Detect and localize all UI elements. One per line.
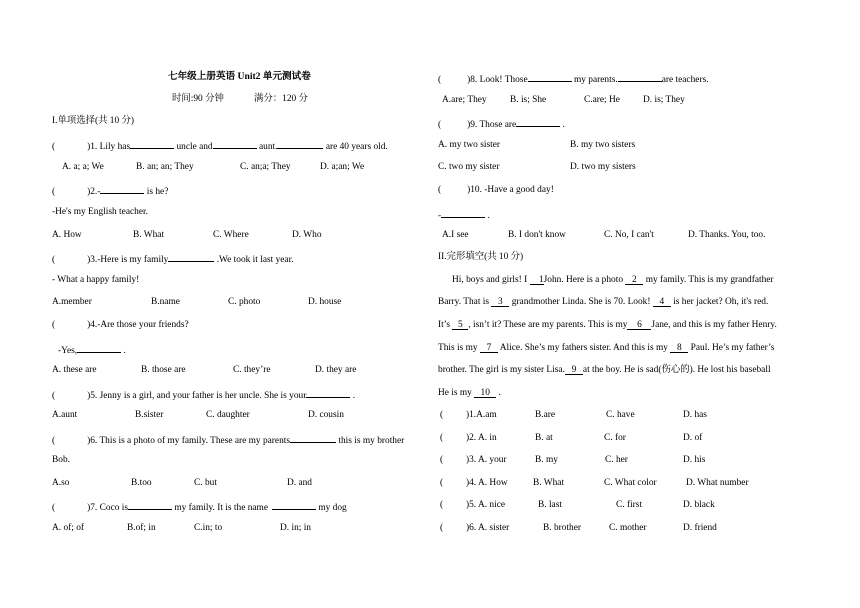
question-text: this is my brother — [338, 436, 405, 446]
answer-prefix: -Yes, — [58, 346, 78, 356]
option-d[interactable]: D. friend — [683, 523, 717, 533]
option-d[interactable]: D. What number — [686, 478, 749, 488]
option-c[interactable]: C. What color — [604, 478, 657, 488]
passage-text: Paul. He’s my father’s — [690, 343, 775, 353]
answer-blank[interactable] — [277, 138, 323, 149]
option-b[interactable]: B. What — [533, 478, 565, 488]
option-c[interactable]: C. first — [616, 500, 643, 510]
question-text: )9. Those are — [467, 120, 517, 130]
answer-blank[interactable] — [528, 71, 572, 82]
passage-text: Barry. That is — [438, 297, 490, 307]
cloze-blank-7[interactable]: 7 — [480, 342, 498, 353]
paren-open: ( — [52, 391, 56, 401]
answer-prefix: - — [438, 211, 442, 221]
option-a[interactable]: )4. A. How — [466, 478, 508, 488]
paren-open: ( — [52, 320, 56, 330]
question-2 — [52, 183, 168, 198]
option-c[interactable]: C. but — [194, 478, 217, 488]
question-text: . — [562, 120, 565, 130]
answer-blank[interactable] — [168, 251, 214, 262]
option-c[interactable]: C.are; He — [584, 95, 620, 105]
question-text: my parents. — [573, 75, 618, 85]
passage-line-4 — [438, 342, 774, 354]
exam-score: 满分：120 分 — [254, 94, 308, 104]
passage-text: brother. The girl is my sister Lisa. — [438, 365, 565, 375]
paren-open: ( — [52, 142, 56, 152]
option-a[interactable]: )3. A. your — [466, 455, 507, 465]
passage-text: Alice. She’s my fathers sister. And this is my — [499, 343, 668, 353]
option-b[interactable]: B. those are — [141, 365, 186, 375]
option-a[interactable]: A.aunt — [52, 410, 78, 420]
question-text: . — [352, 391, 356, 401]
question-3-line2: - What a happy family! — [52, 275, 140, 285]
option-b[interactable]: B. an; an; They — [136, 162, 194, 172]
paren-open: ( — [440, 478, 444, 488]
option-b[interactable]: B. What — [133, 230, 165, 240]
option-b[interactable]: B.are — [535, 410, 556, 420]
option-d[interactable]: D. is; They — [643, 95, 685, 105]
option-a[interactable]: A. my two sister — [438, 140, 500, 150]
option-c[interactable]: C. her — [605, 455, 628, 465]
option-c[interactable]: C. they’re — [233, 365, 271, 375]
question-text: )3.-Here is my family — [87, 255, 169, 265]
cloze-blank-1[interactable]: 1 — [530, 274, 544, 285]
option-b[interactable]: B. at — [535, 433, 553, 443]
exam-time: 时间:90 分钟 — [172, 94, 224, 104]
question-7 — [52, 499, 347, 514]
question-6-line2: Bob. — [52, 455, 70, 465]
option-a[interactable]: A. of; of — [52, 523, 85, 533]
option-a[interactable]: A.are; They — [442, 95, 487, 105]
option-d[interactable]: D. and — [287, 478, 312, 488]
passage-text: . — [498, 388, 501, 398]
option-a[interactable]: A.I see — [442, 230, 469, 240]
question-text: aunt. — [258, 142, 278, 152]
option-a[interactable]: )5. A. nice — [466, 500, 506, 510]
paren-open: ( — [438, 75, 442, 85]
answer-blank[interactable] — [306, 387, 350, 398]
answer-blank[interactable] — [618, 71, 662, 82]
option-a[interactable]: A.so — [52, 478, 70, 488]
option-c[interactable]: C. two my sister — [438, 162, 500, 172]
paren-open: ( — [440, 410, 444, 420]
passage-line-5 — [438, 364, 771, 376]
option-d[interactable]: D. two my sisters — [570, 162, 636, 172]
question-8 — [438, 71, 709, 86]
passage-text: He is my — [438, 388, 472, 398]
question-9 — [438, 116, 565, 131]
option-b[interactable]: B. my — [535, 455, 558, 465]
question-text: my family. It is the name — [174, 503, 268, 513]
option-a[interactable]: A. these are — [52, 365, 97, 375]
question-5 — [52, 387, 355, 402]
option-b[interactable]: B. last — [538, 500, 562, 510]
option-b[interactable]: B.name — [151, 297, 180, 307]
passage-text: at the boy. He is sad(伤心的). He lost his baseball — [582, 365, 771, 375]
option-d[interactable]: D. house — [308, 297, 342, 307]
cloze-blank-6[interactable]: 6 — [627, 319, 651, 330]
question-text: )5. Jenny is a girl, and your father is her uncle. She is your — [87, 391, 307, 401]
answer-blank[interactable] — [77, 342, 121, 353]
answer-blank[interactable] — [128, 499, 172, 510]
question-text: )1. Lily has — [87, 142, 131, 152]
question-text: are 40 years old. — [325, 142, 388, 152]
paren-open: ( — [438, 120, 442, 130]
answer-blank[interactable] — [290, 432, 336, 443]
question-text: )6. This is a photo of my family. These are my parents — [87, 436, 291, 446]
question-4 — [52, 319, 189, 331]
question-10 — [438, 184, 554, 196]
passage-text: is her jacket? Oh, it's red. — [673, 297, 769, 307]
option-b[interactable]: B.too — [131, 478, 152, 488]
question-6 — [52, 432, 404, 447]
question-text: )2.- — [87, 187, 101, 197]
paren-open: ( — [440, 500, 444, 510]
option-b[interactable]: B.sister — [135, 410, 164, 420]
question-text: is he? — [146, 187, 169, 197]
passage-text: my family. This is my grandfather — [645, 275, 774, 285]
question-4-line2 — [58, 342, 126, 357]
option-a[interactable]: A. How — [52, 230, 82, 240]
option-c[interactable]: C. photo — [228, 297, 261, 307]
option-c[interactable]: C. Where — [213, 230, 249, 240]
paren-open: ( — [52, 187, 56, 197]
paren-open: ( — [52, 503, 56, 513]
option-c[interactable]: C. daughter — [206, 410, 250, 420]
answer-blank[interactable] — [213, 138, 257, 149]
question-text: .We took it last year. — [216, 255, 294, 265]
option-b[interactable]: B.of; in — [127, 523, 156, 533]
paren-open: ( — [438, 185, 442, 195]
passage-line-2 — [438, 296, 768, 308]
question-text: uncle and — [176, 142, 213, 152]
question-1 — [52, 138, 388, 153]
option-d[interactable]: D. has — [683, 410, 707, 420]
option-a[interactable]: A.member — [52, 297, 92, 307]
paren-open: ( — [52, 255, 56, 265]
question-text: my dog — [318, 503, 347, 513]
question-text: )8. Look! Those — [467, 75, 528, 85]
cloze-blank-9[interactable]: 9 — [565, 364, 583, 375]
passage-text: This is my — [438, 343, 478, 353]
option-c[interactable]: C. No, I can't — [604, 230, 654, 240]
option-c[interactable]: C. for — [604, 433, 626, 443]
option-d[interactable]: D. Who — [292, 230, 322, 240]
cloze-blank-2[interactable]: 2 — [625, 274, 643, 285]
option-d[interactable]: D. a;an; We — [320, 162, 365, 172]
cloze-blank-4[interactable]: 4 — [653, 296, 671, 307]
cloze-blank-8[interactable]: 8 — [670, 342, 688, 353]
answer-blank[interactable] — [130, 138, 174, 149]
answer-blank[interactable] — [441, 207, 485, 218]
passage-line-3 — [438, 319, 777, 331]
option-b[interactable]: B. is; She — [510, 95, 547, 105]
cloze-blank-10[interactable]: 10 — [474, 387, 496, 398]
question-10-line2 — [438, 207, 490, 222]
answer-suffix: . — [487, 211, 490, 221]
passage-text: Hi, boys and girls! I — [452, 275, 528, 285]
passage-text: Jane, and this is my father Henry. — [651, 320, 777, 330]
cloze-blank-5[interactable]: 5 — [452, 319, 468, 330]
answer-blank[interactable] — [272, 499, 316, 510]
option-c[interactable]: C.in; to — [194, 523, 223, 533]
question-2-line2: -He's my English teacher. — [52, 207, 148, 217]
option-a[interactable]: )2. A. in — [466, 433, 497, 443]
option-d[interactable]: D. of — [683, 433, 703, 443]
option-d[interactable]: D. in; in — [280, 523, 311, 533]
paren-open: ( — [440, 433, 444, 443]
answer-suffix: . — [123, 346, 126, 356]
paren-open: ( — [52, 436, 56, 446]
passage-line-6 — [438, 387, 501, 399]
passage-text: , isn’t it? These are my parents. This is my — [468, 320, 628, 330]
option-c[interactable]: C. mother — [609, 523, 647, 533]
option-c[interactable]: C. an;a; They — [240, 162, 291, 172]
answer-blank[interactable] — [100, 183, 144, 194]
passage-text: grandmother Linda. She is 70. Look! — [511, 297, 651, 307]
question-text: )7. Coco is — [87, 503, 129, 513]
question-text: are teachers. — [661, 75, 709, 85]
option-a[interactable]: )1.A.am — [466, 410, 497, 420]
passage-line-1 — [452, 274, 774, 286]
option-b[interactable]: B. my two sisters — [570, 140, 636, 150]
question-text: )10. -Have a good day! — [467, 185, 554, 195]
question-text: )4.-Are those your friends? — [87, 320, 189, 330]
option-a[interactable]: )6. A. sister — [466, 523, 510, 533]
option-d[interactable]: D. black — [683, 500, 715, 510]
section-heading-1: I.单项选择(共 10 分) — [52, 116, 135, 126]
passage-text: It’s — [438, 320, 450, 330]
option-b[interactable]: B. brother — [543, 523, 582, 533]
page-title: 七年级上册英语 Unit2 单元测试卷 — [168, 71, 311, 82]
option-d[interactable]: D. Thanks. You, too. — [688, 230, 766, 240]
option-d[interactable]: D. cousin — [308, 410, 344, 420]
option-d[interactable]: D. they are — [315, 365, 357, 375]
passage-text: John. Here is a photo — [543, 275, 624, 285]
section-heading-2: II.完形填空(共 10 分) — [438, 252, 524, 262]
question-3 — [52, 251, 294, 266]
option-c[interactable]: C. have — [606, 410, 635, 420]
paren-open: ( — [440, 523, 444, 533]
cloze-blank-3[interactable]: 3 — [491, 296, 509, 307]
paren-open: ( — [440, 455, 444, 465]
answer-blank[interactable] — [516, 116, 560, 127]
option-d[interactable]: D. his — [683, 455, 706, 465]
option-b[interactable]: B. I don't know — [508, 230, 566, 240]
option-a[interactable]: A. a; a; We — [62, 162, 104, 172]
